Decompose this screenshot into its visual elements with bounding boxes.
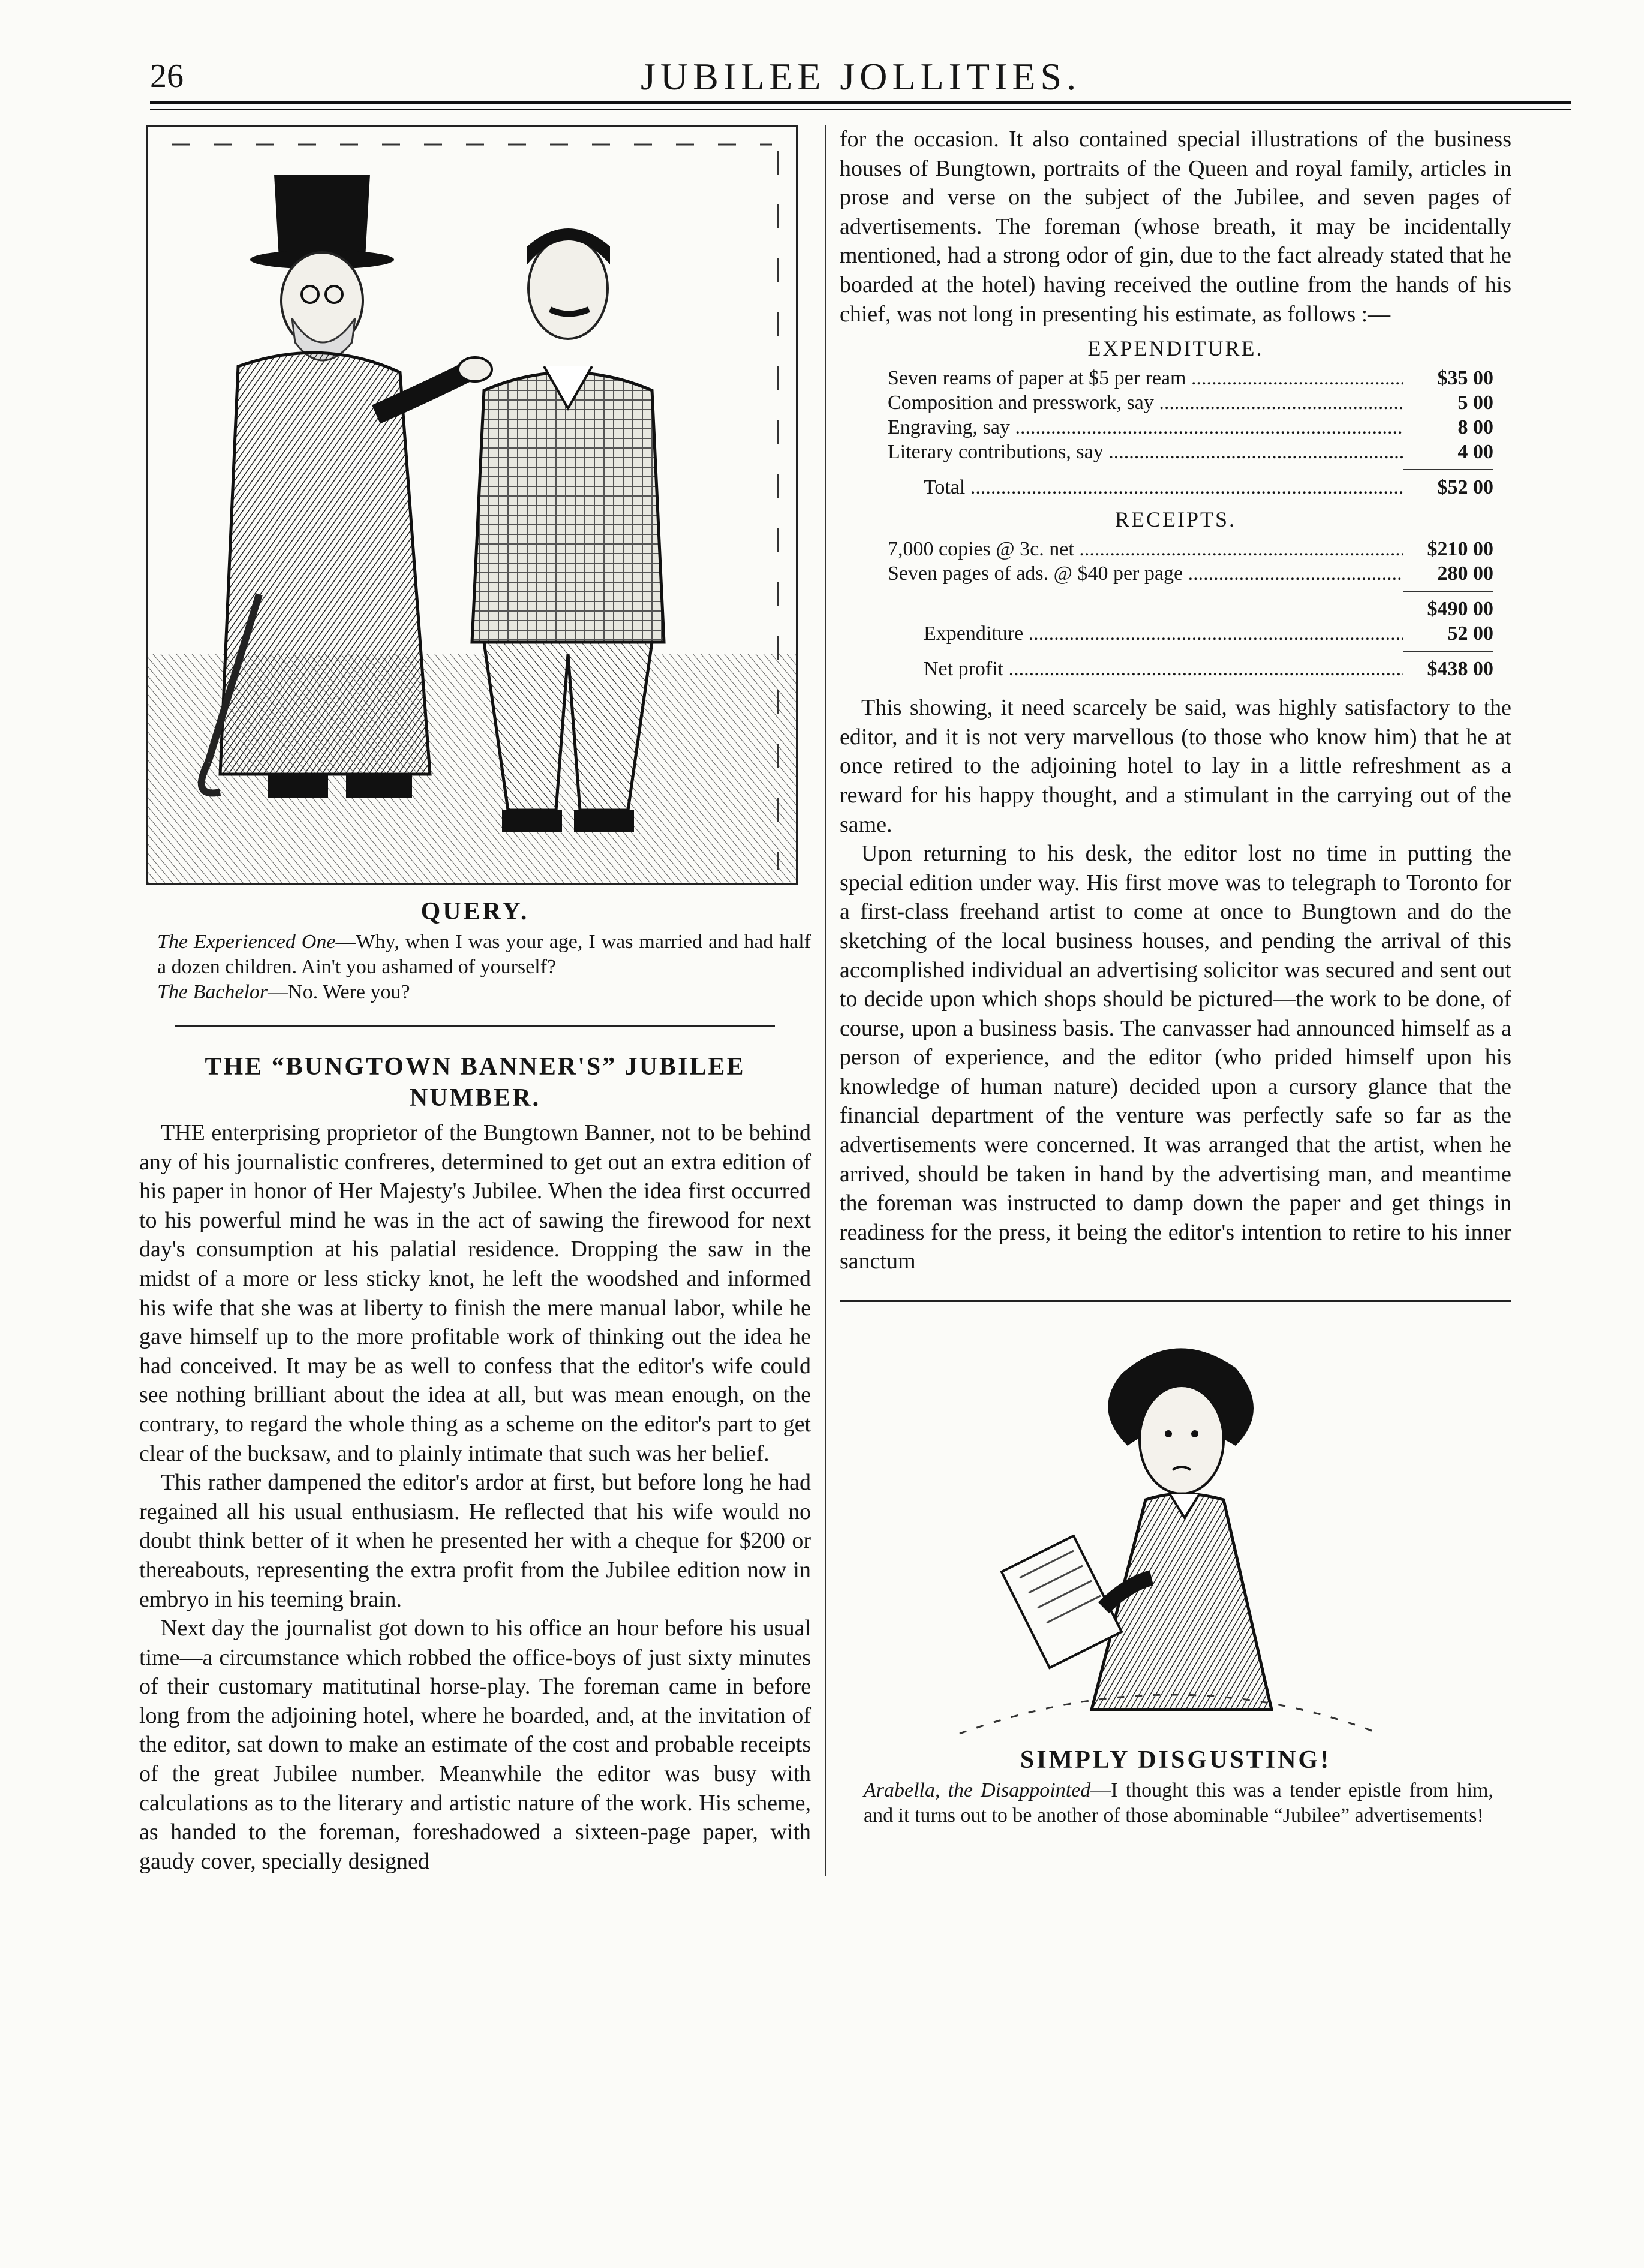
- article-title: THE “BUNGTOWN BANNER'S” JUBILEE NUMBER.: [205, 1053, 746, 1112]
- column-divider: [825, 125, 826, 1876]
- header-rule: [150, 101, 1571, 104]
- article-paragraph-1: THE enterprising proprietor of the Bungtown Banner, not to be behind any of his journalistic confreres, determined to get out an extra edition of his paper in honor of Her Majesty's Jubilee. When the idea first occurred to his powerful mind he was in the act of sawing the firewood for next day's consumption at his palatial residence. Dropping the saw in the midst of a more or less sticky knot, he left the woodshed and informed his wife that she was at liberty to finish the mere manual labor, while he gave himself up to the more profitable work of thinking out the idea he had conceived. It may be as well to confess that the editor's wife could see nothing brilliant about the idea at all, but was mean enough, on the contrary, to regard the whole thing as a scheme on the editor's part to get clear of the bucksaw, and to plainly intimate that such was her belief.: [139, 1120, 811, 1466]
- ledger-row: Seven pages of ads. @ $40 per page ..... 280 00: [888, 561, 1493, 586]
- ledger-rule: [1403, 591, 1493, 592]
- header-rule-thin: [150, 109, 1571, 110]
- section-separator: [840, 1300, 1511, 1302]
- query-caption-line-1: [157, 930, 811, 980]
- ledger-rule: [1403, 469, 1493, 470]
- expenditure-title: EXPENDITURE.: [1087, 336, 1264, 361]
- query-caption-line-2: [157, 980, 811, 1005]
- ledger-row: Composition and presswork, say ..... 5 00: [888, 390, 1493, 415]
- query-illustration: [146, 125, 798, 885]
- ledger-sum-row: $490 00: [1427, 598, 1493, 621]
- query-dialogue-1: —Why, when I was your age, I was married and had half a dozen children. Ain't you ashamed of yourself?: [157, 931, 812, 978]
- disgust-illustration: [840, 1320, 1511, 1740]
- two-gentlemen-engraving: [148, 127, 796, 883]
- article-paragraph-5: This showing, it need scarcely be said, was highly satisfactory to the editor, and it is not very marvellous (to those who know him) that he at once retired to the adjoining hotel to lay in a little refreshment as a reward for his happy thought, and a stimulant in the carrying out of the same.: [840, 695, 1511, 837]
- receipts-title: RECEIPTS.: [1114, 507, 1237, 532]
- disgust-dialogue: —I thought this was a tender epistle from him, and it turns out to be another of those abominable “Jubilee” advertisements!: [864, 1779, 1493, 1827]
- query-caption-title: QUERY.: [420, 898, 530, 925]
- right-column: [840, 125, 1511, 1828]
- ledger-rule: [1403, 651, 1493, 652]
- query-dialogue-2: —No. Were you?: [268, 981, 410, 1003]
- article-paragraph-3: Next day the journalist got down to his office an hour before his usual time—a circumstance which robbed the office-boys of just sixty minutes of their customary matitutinal horse-play. The foreman came in before long from the adjoining hotel, where he boarded, and, at the invitation of the editor, sat down to make an estimate of the cost and probable receipts of the great Jubilee number. Meanwhile the editor was busy with calculations as to the literary and artistic nature of the work. His scheme, as handed to the foreman, foreshadowed a sixteen-page paper, with gaudy cover, specially designed: [139, 1616, 811, 1874]
- speaker-experienced-one: The Experienced One: [157, 931, 336, 953]
- ledger-profit-row: Net profit ..... $438 00: [888, 657, 1493, 681]
- ledger-row: Literary contributions, say ..... 4 00: [888, 440, 1493, 464]
- ledger-row: 7,000 copies @ 3c. net ..... $210 00: [888, 537, 1493, 561]
- speaker-arabella: Arabella, the Disappointed: [864, 1779, 1091, 1802]
- ledger-total-row: Total ..... $52 00: [888, 475, 1493, 500]
- expenditure-table: [888, 366, 1493, 500]
- ledger-expenditure-row: Expenditure ..... 52 00: [888, 621, 1493, 646]
- article-paragraph-6: Upon returning to his desk, the editor lost no time in putting the special edition under way. His first move was to telegraph to Toronto for a first-class freehand artist to come at once to Bungtown and do the sketching of the local business houses, and pending the arrival of this accomplished individual an advertising solicitor was secured and sent out to decide upon which shops should be pictured—the work to be done, of course, upon a business basis. The canvasser had announced himself as a person of experience, and the editor (who prided himself upon his knowledge of human nature) decided upon a cursory glance that the financial department of the venture was perfectly safe so far as the advertisements were concerned. It was arranged that the artist, when he arrived, should be taken in hand by the advertising man, and meantime the foreman was instructed to damp down the paper and get things in readiness for the press, it being the editor's intention to retire to his inner sanctum: [840, 841, 1511, 1274]
- speaker-bachelor: The Bachelor: [157, 981, 268, 1003]
- left-column: [139, 125, 811, 1876]
- woman-reading-letter-engraving: [840, 1320, 1511, 1740]
- article-paragraph-2: This rather dampened the editor's ardor at first, but before long he had regained all his usual enthusiasm. He reflected that his wife would no doubt think better of it when he presented her with a cheque for $200 or thereabouts, representing the extra profit from the Jubilee edition now in embryo in his teeming brain.: [139, 1470, 811, 1612]
- section-separator: [175, 1025, 775, 1027]
- disgust-caption-line: [864, 1778, 1493, 1828]
- ledger-row: Engraving, say ..... 8 00: [888, 415, 1493, 440]
- disgust-caption-title: SIMPLY DISGUSTING!: [1020, 1746, 1332, 1774]
- page-number: 26: [150, 58, 184, 95]
- article-paragraph-4: for the occasion. It also contained special illustrations of the business houses of Bungtown, portraits of the Queen and royal family, articles in prose and verse on the subject of the Jubilee, and seven pages of advertisements. The foreman (whose breath, it may be incidentally mentioned, had a strong odor of gin, due to the fact already stated that he boarded at the hotel) having received the outline from the hands of his chief, was not long in presenting his estimate, as follows :—: [840, 127, 1511, 327]
- receipts-table: [888, 537, 1493, 681]
- running-title: JUBILEE JOLLITIES.: [640, 55, 1081, 98]
- ledger-row: Seven reams of paper at $5 per ream ..... $35 00: [888, 366, 1493, 390]
